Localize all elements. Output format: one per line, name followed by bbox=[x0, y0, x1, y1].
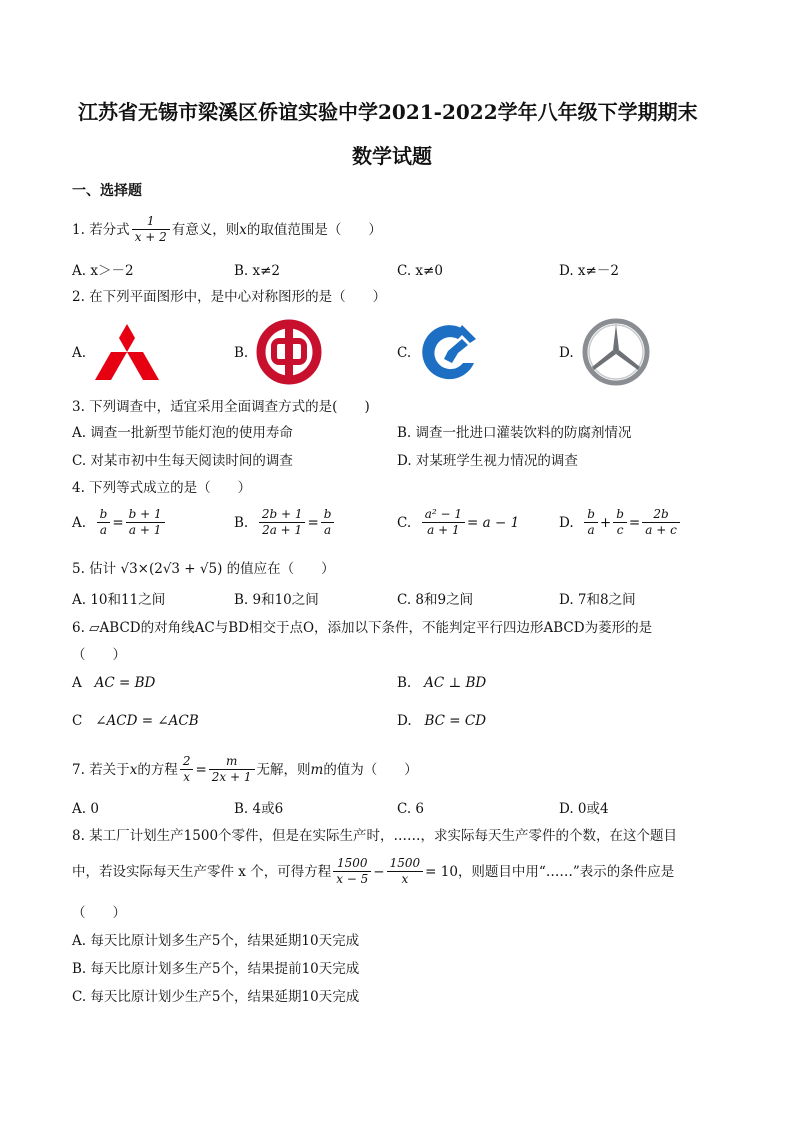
option-label: D. bbox=[397, 713, 412, 729]
fraction bbox=[126, 507, 165, 538]
bank-of-china-logo-icon bbox=[256, 319, 322, 385]
page-title-line1: 江苏省无锡市梁溪区侨谊实验中学2021-2022学年八年级下学期期末 bbox=[78, 100, 698, 124]
fraction bbox=[97, 507, 111, 538]
question-number: 1. bbox=[72, 221, 85, 238]
option-c: C. 每天比原计划少生产5个，结果延期10天完成 bbox=[72, 989, 360, 1005]
option-b: B. 调查一批进口灌装饮料的防腐剂情况 bbox=[397, 425, 632, 441]
option-a: A. 调查一批新型节能灯泡的使用寿命 bbox=[72, 425, 293, 441]
option-c bbox=[72, 712, 199, 730]
fraction bbox=[613, 507, 627, 538]
option-label: C bbox=[72, 713, 83, 729]
fraction-numerator: 2b bbox=[642, 507, 680, 523]
question-text: 有意义，则 bbox=[171, 221, 240, 238]
option-b: B. $\frac{2b + 1}{2a + 1}$ = $\frac{b}{a}$ bbox=[234, 507, 336, 538]
option-d bbox=[397, 712, 486, 730]
question-text: 的取值范围是（ ） bbox=[246, 221, 382, 238]
fraction-numerator: 2 bbox=[180, 754, 194, 770]
option-b: B. 每天比原计划多生产5个，结果提前10天完成 bbox=[72, 961, 360, 977]
option-d: D. $\frac{b}{a}$ + $\frac{b}{c}$ = $\frac{2b}{a + c}$ bbox=[559, 507, 682, 538]
question-text: 若分式 bbox=[89, 221, 130, 238]
option-text: ∠ACD = ∠ACB bbox=[95, 713, 199, 729]
option-c: C. 6 bbox=[397, 801, 425, 817]
option-c: C. 对某市初中生每天阅读时间的调查 bbox=[72, 453, 293, 469]
option-b: B. 9和10之间 bbox=[234, 592, 319, 608]
fraction bbox=[422, 507, 465, 538]
minus-sign: − bbox=[373, 863, 385, 880]
fraction bbox=[642, 507, 680, 538]
question-8-line2 bbox=[72, 856, 674, 887]
expression: = 10 bbox=[425, 863, 458, 880]
option-text: AC ⊥ BD bbox=[424, 675, 487, 691]
fraction-numerator: 1500 bbox=[387, 856, 424, 872]
fraction-denominator: a + 1 bbox=[427, 523, 460, 537]
variable: x bbox=[129, 761, 138, 778]
option-a: A. 0 bbox=[72, 801, 99, 817]
option-c-label: C. bbox=[397, 345, 412, 361]
fraction-denominator: x − 5 bbox=[336, 872, 369, 886]
option-text: BC = CD bbox=[424, 713, 487, 729]
question-text: 的值为（ ） bbox=[323, 761, 418, 778]
fraction-numerator: 1500 bbox=[333, 856, 371, 872]
option-a: A. 10和11之间 bbox=[72, 592, 166, 608]
fraction-numerator: b bbox=[97, 507, 111, 523]
question-2: 2. 在下列平面图形中，是中心对称图形的是（ ） bbox=[72, 289, 387, 305]
option-a: A. 每天比原计划多生产5个，结果延期10天完成 bbox=[72, 933, 360, 949]
fraction-denominator: 2a + 1 bbox=[262, 523, 303, 537]
option-label: B. bbox=[234, 514, 249, 531]
fraction-denominator: x + 2 bbox=[134, 230, 167, 244]
expression: = a − 1 bbox=[467, 514, 520, 531]
question-number: 7. bbox=[72, 761, 85, 778]
option-d: D. 7和8之间 bbox=[559, 592, 636, 608]
fraction-denominator: a + c bbox=[645, 523, 677, 537]
option-label: D. bbox=[559, 514, 574, 531]
question-5: 5. 估计 √3×(2√3 + √5) 的值应在（ ） bbox=[72, 561, 335, 577]
question-text: ，则题目中用“……”表示的条件应是 bbox=[457, 863, 675, 880]
question-4: 4. 下列等式成立的是（ ） bbox=[72, 480, 252, 496]
fraction-numerator: 1 bbox=[132, 214, 170, 230]
mitsubishi-logo-icon bbox=[94, 322, 160, 382]
option-c: C. 8和9之间 bbox=[397, 592, 474, 608]
fraction bbox=[333, 856, 371, 887]
option-b: B. x≠2 bbox=[234, 263, 281, 279]
option-d: D. x≠－2 bbox=[559, 263, 619, 279]
answer-paren: （ ） bbox=[72, 905, 126, 921]
option-a bbox=[72, 674, 155, 692]
option-label: C. bbox=[397, 514, 412, 531]
mercedes-logo-icon bbox=[582, 318, 650, 386]
fraction bbox=[387, 856, 424, 887]
fraction-numerator: m bbox=[209, 754, 255, 770]
option-label: A bbox=[72, 675, 82, 691]
fraction bbox=[259, 507, 306, 538]
answer-paren: （ ） bbox=[72, 647, 126, 663]
option-a: A. x＞－2 bbox=[72, 263, 134, 279]
question-8-line1: 8. 某工厂计划生产1500个零件，但是在实际生产时，……，求实际每天生产零件的个数，在这个题目 bbox=[72, 828, 678, 844]
fraction-denominator: a + 1 bbox=[128, 523, 162, 537]
option-b bbox=[397, 674, 486, 692]
option-d: D. 对某班学生视力情况的调查 bbox=[397, 453, 578, 469]
fraction bbox=[584, 507, 598, 538]
fraction-denominator: a bbox=[587, 523, 595, 537]
construction-bank-logo-icon bbox=[418, 319, 482, 383]
question-text: 无解，则 bbox=[256, 761, 311, 778]
fraction-numerator: 2b + 1 bbox=[259, 507, 306, 523]
question-6: 6. ▱ABCD的对角线AC与BD相交于点O，添加以下条件，不能判定平行四边形ABCD为菱形的是 bbox=[72, 620, 653, 636]
option-a-label: A. bbox=[72, 345, 87, 361]
fraction bbox=[209, 754, 255, 785]
option-d-label: D. bbox=[559, 345, 574, 361]
fraction bbox=[180, 754, 194, 785]
question-3: 3. 下列调查中，适宜采用全面调查方式的是( ) bbox=[72, 399, 370, 415]
fraction-numerator: a² − 1 bbox=[422, 507, 465, 523]
question-text: 若关于 bbox=[89, 761, 130, 778]
question-text: 的方程 bbox=[137, 761, 178, 778]
fraction bbox=[321, 507, 335, 538]
option-d: D. 0或4 bbox=[559, 801, 609, 817]
fraction bbox=[132, 214, 170, 245]
fraction-denominator: c bbox=[616, 523, 624, 537]
option-c: C. x≠0 bbox=[397, 263, 443, 279]
fraction-denominator: 2x + 1 bbox=[211, 770, 252, 784]
page-title-line2: 数学试题 bbox=[352, 144, 432, 168]
fraction-numerator: b + 1 bbox=[126, 507, 165, 523]
option-c bbox=[397, 507, 519, 538]
option-b-label: B. bbox=[234, 345, 249, 361]
option-text: AC = BD bbox=[94, 675, 156, 691]
fraction-numerator: b bbox=[584, 507, 598, 523]
variable: m bbox=[310, 761, 324, 778]
question-text: 中，若设实际每天生产零件 x 个，可得方程 bbox=[72, 863, 332, 880]
fraction-denominator: a bbox=[99, 523, 108, 537]
option-label: B. bbox=[397, 675, 412, 691]
equals-sign: = bbox=[195, 761, 207, 778]
fraction-denominator: x bbox=[183, 770, 191, 784]
section-heading: 一、选择题 bbox=[72, 183, 142, 199]
option-a: A. $\frac{b}{a}$ = $\frac{b + 1}{a + 1}$ bbox=[72, 507, 167, 538]
question-7 bbox=[72, 754, 418, 785]
variable: x bbox=[239, 221, 247, 238]
fraction-denominator: x bbox=[401, 872, 409, 886]
fraction-numerator: b bbox=[321, 507, 335, 523]
option-label: A. bbox=[72, 514, 87, 531]
fraction-denominator: a bbox=[324, 523, 332, 537]
option-b: B. 4或6 bbox=[234, 801, 284, 817]
question-1 bbox=[72, 214, 382, 245]
fraction-numerator: b bbox=[613, 507, 627, 523]
